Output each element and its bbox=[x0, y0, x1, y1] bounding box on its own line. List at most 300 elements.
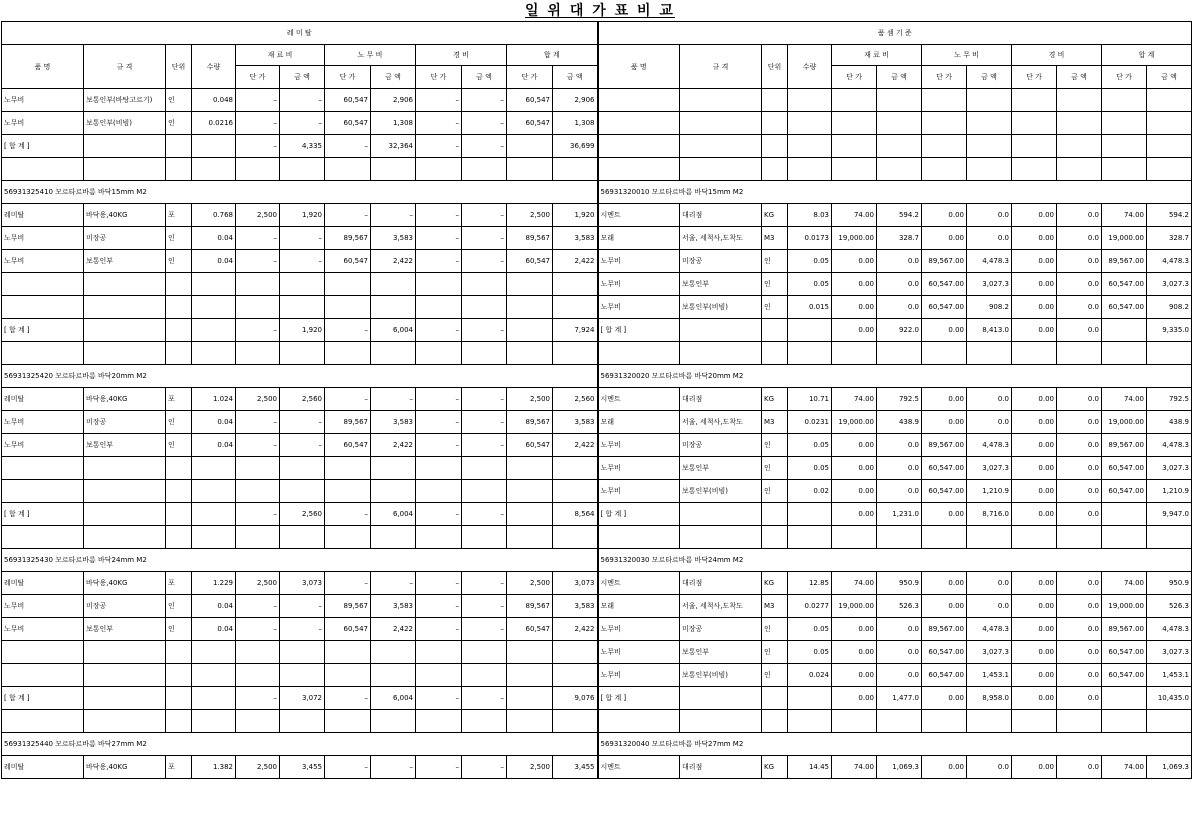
right-total-amount-cell: 10,435.0 bbox=[1147, 687, 1192, 710]
left-qty-cell: 1.024 bbox=[192, 388, 236, 411]
right-unit-cell: 인 bbox=[762, 250, 788, 273]
left-material-price-cell: – bbox=[236, 89, 280, 112]
right-unit-cell: 인 bbox=[762, 434, 788, 457]
right-expense-amount-cell bbox=[1057, 158, 1102, 181]
right-labor-price-cell: 60,547.00 bbox=[922, 641, 967, 664]
left-material-amount-cell: – bbox=[280, 250, 325, 273]
left-spec-cell bbox=[84, 503, 166, 526]
right-expense-amount-cell: 0.0 bbox=[1057, 250, 1102, 273]
right-expense-amount-cell: 0.0 bbox=[1057, 273, 1102, 296]
left-total-amount-cell bbox=[553, 641, 598, 664]
right-total-price-cell bbox=[1102, 710, 1147, 733]
right-qty-cell: 0.0173 bbox=[788, 227, 832, 250]
right-expense-amount-cell: 0.0 bbox=[1057, 503, 1102, 526]
right-item-cell: [ 합 계 ] bbox=[598, 319, 680, 342]
right-unit-cell: 인 bbox=[762, 457, 788, 480]
right-unit-cell bbox=[762, 342, 788, 365]
right-total-amount-cell: 792.5 bbox=[1147, 388, 1192, 411]
header-amount: 금 액 bbox=[1147, 66, 1192, 89]
right-expense-price-cell: 0.00 bbox=[1012, 319, 1057, 342]
table-row bbox=[2, 733, 1192, 756]
right-item-cell bbox=[598, 158, 680, 181]
right-total-price-cell: 60,547.00 bbox=[1102, 480, 1147, 503]
left-total-price-cell: 89,567 bbox=[507, 227, 553, 250]
right-material-price-cell: 0.00 bbox=[832, 273, 877, 296]
right-material-price-cell: 74.00 bbox=[832, 572, 877, 595]
right-item-cell: 노무비 bbox=[598, 618, 680, 641]
left-labor-price-cell: 60,547 bbox=[325, 250, 371, 273]
right-material-amount-cell: 0.0 bbox=[877, 457, 922, 480]
left-qty-cell bbox=[192, 273, 236, 296]
left-spec-cell bbox=[84, 687, 166, 710]
right-labor-price-cell: 0.00 bbox=[922, 411, 967, 434]
left-labor-amount-cell: – bbox=[371, 756, 416, 779]
right-unit-cell bbox=[762, 319, 788, 342]
left-total-amount-cell: 1,308 bbox=[553, 112, 598, 135]
right-qty-cell: 0.05 bbox=[788, 273, 832, 296]
left-total-amount-cell: 2,906 bbox=[553, 89, 598, 112]
left-item-cell bbox=[2, 457, 84, 480]
right-material-amount-cell: 950.9 bbox=[877, 572, 922, 595]
right-spec-cell bbox=[680, 89, 762, 112]
left-labor-price-cell bbox=[325, 273, 371, 296]
header-amount: 금 액 bbox=[280, 66, 325, 89]
right-labor-price-cell: 89,567.00 bbox=[922, 250, 967, 273]
left-labor-price-cell bbox=[325, 710, 371, 733]
right-item-cell: 모래 bbox=[598, 227, 680, 250]
table-row bbox=[2, 595, 1192, 618]
table-row bbox=[2, 227, 1192, 250]
table-row bbox=[2, 388, 1192, 411]
right-unit-cell bbox=[762, 112, 788, 135]
right-material-price-cell bbox=[832, 89, 877, 112]
left-total-price-cell bbox=[507, 687, 553, 710]
right-expense-amount-cell: 0.0 bbox=[1057, 204, 1102, 227]
right-expense-price-cell bbox=[1012, 158, 1057, 181]
left-qty-cell: 1.382 bbox=[192, 756, 236, 779]
table-row bbox=[2, 135, 1192, 158]
left-total-price-cell: 2,500 bbox=[507, 572, 553, 595]
right-labor-amount-cell: 3,027.3 bbox=[967, 273, 1012, 296]
table-row bbox=[2, 89, 1192, 112]
left-total-amount-cell bbox=[553, 342, 598, 365]
right-item-cell: [ 합 계 ] bbox=[598, 503, 680, 526]
left-labor-amount-cell: – bbox=[371, 572, 416, 595]
left-expense-price-cell bbox=[416, 480, 462, 503]
table-row bbox=[2, 411, 1192, 434]
right-spec-cell: 보통인부 bbox=[680, 457, 762, 480]
right-labor-amount-cell: 3,027.3 bbox=[967, 457, 1012, 480]
right-item-cell bbox=[598, 710, 680, 733]
right-expense-amount-cell bbox=[1057, 89, 1102, 112]
header-amount: 금 액 bbox=[371, 66, 416, 89]
left-total-price-cell: 60,547 bbox=[507, 250, 553, 273]
right-labor-amount-cell bbox=[967, 710, 1012, 733]
left-material-price-cell: 2,500 bbox=[236, 756, 280, 779]
left-material-price-cell: – bbox=[236, 250, 280, 273]
left-expense-amount-cell: – bbox=[462, 250, 507, 273]
left-item-cell: 노무비 bbox=[2, 411, 84, 434]
left-total-price-cell: 60,547 bbox=[507, 618, 553, 641]
left-material-amount-cell: – bbox=[280, 89, 325, 112]
left-labor-amount-cell: 2,422 bbox=[371, 434, 416, 457]
right-section-code: 56931320040 모르타르바름 바닥27mm M2 bbox=[598, 733, 1192, 756]
left-item-cell bbox=[2, 526, 84, 549]
right-total-amount-cell bbox=[1147, 342, 1192, 365]
right-labor-price-cell: 60,547.00 bbox=[922, 664, 967, 687]
right-total-price-cell bbox=[1102, 112, 1147, 135]
right-material-price-cell bbox=[832, 342, 877, 365]
right-labor-amount-cell: 4,478.3 bbox=[967, 618, 1012, 641]
left-material-amount-cell: – bbox=[280, 618, 325, 641]
left-spec-cell bbox=[84, 319, 166, 342]
right-spec-cell: 서울, 세척사,도착도 bbox=[680, 227, 762, 250]
right-unit-cell: M3 bbox=[762, 227, 788, 250]
right-total-amount-cell: 4,478.3 bbox=[1147, 434, 1192, 457]
header-unit: 단위 bbox=[166, 45, 192, 89]
table-row bbox=[2, 273, 1192, 296]
right-item-cell: 모래 bbox=[598, 411, 680, 434]
right-unit-cell: KG bbox=[762, 388, 788, 411]
left-unit-cell: 인 bbox=[166, 595, 192, 618]
left-labor-amount-cell: 6,004 bbox=[371, 503, 416, 526]
left-expense-amount-cell: – bbox=[462, 756, 507, 779]
left-labor-amount-cell bbox=[371, 273, 416, 296]
right-labor-amount-cell: 0.0 bbox=[967, 204, 1012, 227]
left-labor-amount-cell bbox=[371, 664, 416, 687]
left-labor-amount-cell bbox=[371, 158, 416, 181]
left-expense-amount-cell bbox=[462, 480, 507, 503]
left-total-price-cell bbox=[507, 342, 553, 365]
left-total-amount-cell bbox=[553, 273, 598, 296]
left-item-cell bbox=[2, 158, 84, 181]
right-labor-amount-cell: 0.0 bbox=[967, 411, 1012, 434]
right-spec-cell bbox=[680, 158, 762, 181]
left-total-price-cell bbox=[507, 296, 553, 319]
left-unit-cell bbox=[166, 687, 192, 710]
right-expense-price-cell: 0.00 bbox=[1012, 664, 1057, 687]
right-labor-price-cell: 0.00 bbox=[922, 204, 967, 227]
header-unit-price: 단 가 bbox=[416, 66, 462, 89]
left-labor-amount-cell bbox=[371, 641, 416, 664]
left-unit-cell bbox=[166, 664, 192, 687]
header-amount: 금 액 bbox=[967, 66, 1012, 89]
left-item-cell: 노무비 bbox=[2, 227, 84, 250]
left-total-amount-cell bbox=[553, 158, 598, 181]
right-section-code: 56931320020 모르타르바름 바닥20mm M2 bbox=[598, 365, 1192, 388]
header-unit-price: 단 가 bbox=[922, 66, 967, 89]
left-total-amount-cell bbox=[553, 664, 598, 687]
right-expense-price-cell: 0.00 bbox=[1012, 388, 1057, 411]
right-material-price-cell: 19,000.00 bbox=[832, 411, 877, 434]
header-unit-price: 단 가 bbox=[832, 66, 877, 89]
header-material: 재 료 비 bbox=[236, 45, 325, 66]
right-total-amount-cell: 1,069.3 bbox=[1147, 756, 1192, 779]
header-total: 합 계 bbox=[1102, 45, 1192, 66]
left-total-amount-cell: 8,564 bbox=[553, 503, 598, 526]
left-unit-cell bbox=[166, 710, 192, 733]
right-material-amount-cell: 1,069.3 bbox=[877, 756, 922, 779]
left-qty-cell: 0.768 bbox=[192, 204, 236, 227]
left-labor-price-cell: – bbox=[325, 756, 371, 779]
left-unit-cell bbox=[166, 273, 192, 296]
left-material-amount-cell bbox=[280, 342, 325, 365]
left-spec-cell: 바닥용,40KG bbox=[84, 204, 166, 227]
left-unit-cell bbox=[166, 158, 192, 181]
left-spec-cell: 보통인부 bbox=[84, 434, 166, 457]
right-spec-cell: 보통인부(비빔) bbox=[680, 480, 762, 503]
right-expense-amount-cell: 0.0 bbox=[1057, 296, 1102, 319]
right-item-cell bbox=[598, 89, 680, 112]
right-spec-cell bbox=[680, 342, 762, 365]
table-row bbox=[2, 112, 1192, 135]
right-total-price-cell bbox=[1102, 135, 1147, 158]
right-material-price-cell: 0.00 bbox=[832, 434, 877, 457]
right-qty-cell: 0.024 bbox=[788, 664, 832, 687]
left-qty-cell bbox=[192, 503, 236, 526]
left-expense-amount-cell bbox=[462, 641, 507, 664]
right-item-cell: 노무비 bbox=[598, 296, 680, 319]
right-item-cell: 노무비 bbox=[598, 664, 680, 687]
left-total-amount-cell: 3,073 bbox=[553, 572, 598, 595]
right-total-amount-cell: 9,947.0 bbox=[1147, 503, 1192, 526]
left-spec-cell bbox=[84, 641, 166, 664]
left-spec-cell bbox=[84, 135, 166, 158]
left-material-price-cell bbox=[236, 480, 280, 503]
left-material-amount-cell bbox=[280, 457, 325, 480]
left-total-price-cell bbox=[507, 664, 553, 687]
right-total-price-cell: 74.00 bbox=[1102, 204, 1147, 227]
left-total-amount-cell: 3,583 bbox=[553, 227, 598, 250]
right-spec-cell: 미장공 bbox=[680, 250, 762, 273]
right-labor-price-cell bbox=[922, 89, 967, 112]
left-expense-amount-cell: – bbox=[462, 572, 507, 595]
left-spec-cell bbox=[84, 296, 166, 319]
right-total-amount-cell bbox=[1147, 112, 1192, 135]
left-expense-price-cell: – bbox=[416, 756, 462, 779]
table-row bbox=[2, 664, 1192, 687]
left-material-amount-cell: 1,920 bbox=[280, 319, 325, 342]
right-spec-cell: 미장공 bbox=[680, 618, 762, 641]
right-material-amount-cell: 0.0 bbox=[877, 296, 922, 319]
left-qty-cell: 0.0216 bbox=[192, 112, 236, 135]
right-expense-price-cell: 0.00 bbox=[1012, 204, 1057, 227]
right-total-amount-cell: 526.3 bbox=[1147, 595, 1192, 618]
table-row bbox=[2, 618, 1192, 641]
right-material-price-cell: 0.00 bbox=[832, 296, 877, 319]
left-labor-amount-cell: 3,583 bbox=[371, 595, 416, 618]
left-total-price-cell: 89,567 bbox=[507, 595, 553, 618]
table-row bbox=[2, 204, 1192, 227]
right-labor-price-cell: 89,567.00 bbox=[922, 618, 967, 641]
right-item-cell: 모래 bbox=[598, 595, 680, 618]
right-item-cell: 시멘트 bbox=[598, 388, 680, 411]
left-material-price-cell: – bbox=[236, 411, 280, 434]
left-expense-price-cell bbox=[416, 342, 462, 365]
left-spec-cell bbox=[84, 710, 166, 733]
left-expense-price-cell: – bbox=[416, 595, 462, 618]
left-labor-amount-cell bbox=[371, 526, 416, 549]
left-labor-price-cell bbox=[325, 342, 371, 365]
right-material-amount-cell: 438.9 bbox=[877, 411, 922, 434]
right-item-cell: [ 합 계 ] bbox=[598, 687, 680, 710]
left-total-amount-cell bbox=[553, 710, 598, 733]
left-item-cell: 노무비 bbox=[2, 618, 84, 641]
left-expense-price-cell bbox=[416, 158, 462, 181]
right-material-price-cell: 0.00 bbox=[832, 250, 877, 273]
right-material-amount-cell bbox=[877, 158, 922, 181]
left-material-price-cell: – bbox=[236, 434, 280, 457]
right-expense-price-cell bbox=[1012, 112, 1057, 135]
left-labor-price-cell bbox=[325, 158, 371, 181]
right-expense-amount-cell: 0.0 bbox=[1057, 457, 1102, 480]
left-labor-amount-cell: 2,422 bbox=[371, 250, 416, 273]
right-qty-cell: 0.02 bbox=[788, 480, 832, 503]
left-qty-cell bbox=[192, 135, 236, 158]
right-expense-amount-cell: 0.0 bbox=[1057, 411, 1102, 434]
right-expense-price-cell: 0.00 bbox=[1012, 296, 1057, 319]
left-material-price-cell bbox=[236, 526, 280, 549]
right-expense-price-cell: 0.00 bbox=[1012, 227, 1057, 250]
right-unit-cell bbox=[762, 503, 788, 526]
left-total-price-cell: 2,500 bbox=[507, 756, 553, 779]
right-material-price-cell bbox=[832, 112, 877, 135]
right-expense-price-cell bbox=[1012, 710, 1057, 733]
right-item-cell: 노무비 bbox=[598, 641, 680, 664]
right-expense-price-cell bbox=[1012, 342, 1057, 365]
right-labor-amount-cell bbox=[967, 342, 1012, 365]
left-total-amount-cell: 2,422 bbox=[553, 250, 598, 273]
right-spec-cell bbox=[680, 112, 762, 135]
left-labor-amount-cell bbox=[371, 710, 416, 733]
table-row bbox=[2, 641, 1192, 664]
left-expense-price-cell: – bbox=[416, 687, 462, 710]
right-qty-cell: 0.05 bbox=[788, 618, 832, 641]
left-expense-price-cell bbox=[416, 710, 462, 733]
right-qty-cell: 14.45 bbox=[788, 756, 832, 779]
left-material-price-cell bbox=[236, 664, 280, 687]
header-expense: 경 비 bbox=[416, 45, 507, 66]
right-unit-cell bbox=[762, 158, 788, 181]
right-total-amount-cell: 594.2 bbox=[1147, 204, 1192, 227]
right-total-price-cell: 60,547.00 bbox=[1102, 273, 1147, 296]
left-unit-cell: 인 bbox=[166, 411, 192, 434]
left-expense-price-cell bbox=[416, 273, 462, 296]
left-material-price-cell bbox=[236, 641, 280, 664]
right-unit-cell: 인 bbox=[762, 480, 788, 503]
left-expense-amount-cell: – bbox=[462, 503, 507, 526]
right-labor-price-cell: 60,547.00 bbox=[922, 273, 967, 296]
left-item-cell bbox=[2, 480, 84, 503]
right-total-amount-cell bbox=[1147, 135, 1192, 158]
table-row bbox=[2, 181, 1192, 204]
left-labor-amount-cell: 6,004 bbox=[371, 319, 416, 342]
left-expense-amount-cell: – bbox=[462, 204, 507, 227]
right-material-price-cell: 19,000.00 bbox=[832, 595, 877, 618]
left-expense-amount-cell bbox=[462, 526, 507, 549]
right-section-code: 56931320010 모르타르바름 바닥15mm M2 bbox=[598, 181, 1192, 204]
left-unit-cell: 포 bbox=[166, 388, 192, 411]
left-labor-price-cell: – bbox=[325, 204, 371, 227]
right-expense-price-cell: 0.00 bbox=[1012, 641, 1057, 664]
right-expense-price-cell: 0.00 bbox=[1012, 618, 1057, 641]
right-labor-amount-cell: 0.0 bbox=[967, 595, 1012, 618]
left-spec-cell bbox=[84, 158, 166, 181]
left-total-amount-cell: 2,560 bbox=[553, 388, 598, 411]
right-unit-cell: KG bbox=[762, 756, 788, 779]
left-labor-amount-cell: – bbox=[371, 388, 416, 411]
header-unit-price: 단 가 bbox=[1102, 66, 1147, 89]
document-title: 일 위 대 가 표 비 교 bbox=[525, 3, 675, 19]
left-expense-amount-cell bbox=[462, 710, 507, 733]
right-labor-amount-cell bbox=[967, 526, 1012, 549]
right-item-cell: 노무비 bbox=[598, 457, 680, 480]
right-total-amount-cell: 4,478.3 bbox=[1147, 250, 1192, 273]
left-total-amount-cell: 3,583 bbox=[553, 595, 598, 618]
right-item-cell: 시멘트 bbox=[598, 204, 680, 227]
left-qty-cell: 0.04 bbox=[192, 411, 236, 434]
left-material-amount-cell bbox=[280, 526, 325, 549]
header-unit-price: 단 가 bbox=[236, 66, 280, 89]
left-total-price-cell: 60,547 bbox=[507, 89, 553, 112]
left-expense-price-cell bbox=[416, 296, 462, 319]
right-expense-amount-cell: 0.0 bbox=[1057, 434, 1102, 457]
right-expense-price-cell: 0.00 bbox=[1012, 480, 1057, 503]
right-material-amount-cell bbox=[877, 89, 922, 112]
right-material-amount-cell: 1,231.0 bbox=[877, 503, 922, 526]
left-qty-cell bbox=[192, 687, 236, 710]
right-spec-cell: 서울, 세척사,도착도 bbox=[680, 595, 762, 618]
left-total-price-cell: 89,567 bbox=[507, 411, 553, 434]
left-unit-cell: 포 bbox=[166, 204, 192, 227]
right-labor-amount-cell: 8,716.0 bbox=[967, 503, 1012, 526]
right-labor-price-cell bbox=[922, 710, 967, 733]
left-unit-cell: 인 bbox=[166, 89, 192, 112]
table-row bbox=[2, 710, 1192, 733]
header-amount: 금 액 bbox=[462, 66, 507, 89]
left-unit-cell: 인 bbox=[166, 250, 192, 273]
right-spec-cell bbox=[680, 710, 762, 733]
right-total-price-cell: 19,000.00 bbox=[1102, 595, 1147, 618]
left-unit-cell: 인 bbox=[166, 227, 192, 250]
right-total-price-cell: 89,567.00 bbox=[1102, 434, 1147, 457]
left-labor-amount-cell: 2,906 bbox=[371, 89, 416, 112]
right-labor-amount-cell: 1,453.1 bbox=[967, 664, 1012, 687]
left-item-cell bbox=[2, 342, 84, 365]
left-unit-cell bbox=[166, 480, 192, 503]
left-total-price-cell bbox=[507, 503, 553, 526]
left-item-cell: 레미탈 bbox=[2, 204, 84, 227]
right-labor-amount-cell: 0.0 bbox=[967, 572, 1012, 595]
right-labor-price-cell: 0.00 bbox=[922, 756, 967, 779]
right-total-price-cell: 89,567.00 bbox=[1102, 250, 1147, 273]
left-material-amount-cell bbox=[280, 664, 325, 687]
left-qty-cell bbox=[192, 480, 236, 503]
left-total-amount-cell: 1,920 bbox=[553, 204, 598, 227]
left-total-price-cell: 2,500 bbox=[507, 204, 553, 227]
left-total-amount-cell: 36,699 bbox=[553, 135, 598, 158]
left-unit-cell bbox=[166, 342, 192, 365]
right-expense-price-cell bbox=[1012, 526, 1057, 549]
right-material-price-cell: 74.00 bbox=[832, 756, 877, 779]
right-total-amount-cell: 1,453.1 bbox=[1147, 664, 1192, 687]
right-total-price-cell: 60,547.00 bbox=[1102, 641, 1147, 664]
right-material-amount-cell bbox=[877, 135, 922, 158]
left-expense-amount-cell: – bbox=[462, 89, 507, 112]
right-qty-cell: 0.0277 bbox=[788, 595, 832, 618]
left-labor-amount-cell: 3,583 bbox=[371, 227, 416, 250]
left-item-cell: [ 합 계 ] bbox=[2, 319, 84, 342]
